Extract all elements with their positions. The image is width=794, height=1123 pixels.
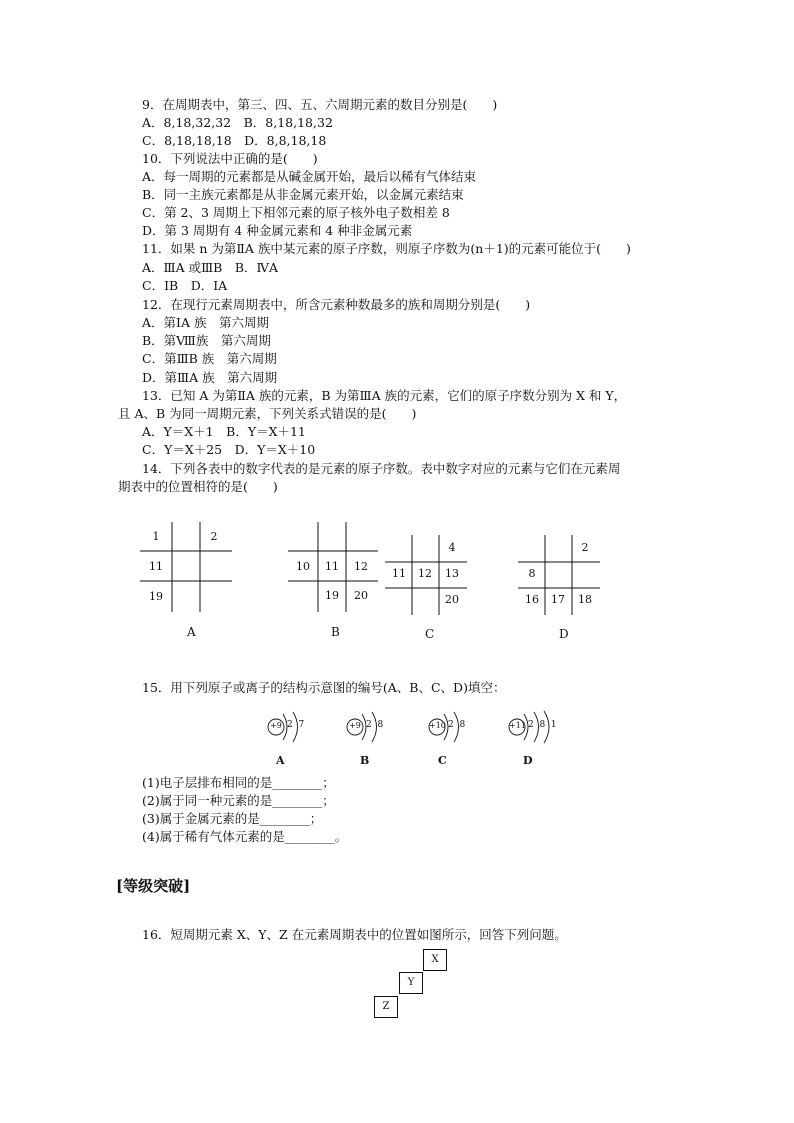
table-c-cell: 12 <box>418 567 432 580</box>
q13-stem-cont: 且 A、B 为同一周期元素，下列关系式错误的是( ) <box>118 406 417 421</box>
table-d <box>518 535 600 615</box>
atom-diagram-d <box>507 710 567 746</box>
atom-a-label: A <box>276 754 285 767</box>
q14-stem: 14．下列各表中的数字代表的是元素的原子序数。表中数字对应的元素与它们在元素周 <box>142 461 621 476</box>
table-c-cell: 4 <box>448 541 456 554</box>
q10-option-d: D．第 3 周期有 4 种金属元素和 4 种非金属元素 <box>142 223 413 238</box>
q12-option-a: A．第ⅠA 族 第六周期 <box>142 315 269 330</box>
table-b-cell: 19 <box>325 589 339 602</box>
q16-stem: 16．短周期元素 X、Y、Z 在元素周期表中的位置如图所示，回答下列问题。 <box>142 927 567 942</box>
q12-stem: 12．在现行元素周期表中，所含元素种数最多的族和周期分别是( ) <box>142 297 531 312</box>
table-a-cell: 19 <box>149 590 163 603</box>
q11-options-cd: C．ⅠB D．ⅠA <box>142 278 228 293</box>
q15-stem: 15．用下列原子或离子的结构示意图的编号(A、B、C、D)填空： <box>142 680 506 695</box>
nucleus-charge: +9 <box>270 721 282 730</box>
table-b-cell: 20 <box>354 589 368 602</box>
table-a-cell: 2 <box>210 530 218 543</box>
q13-options-ab: A．Y＝X＋1 B．Y＝X＋11 <box>142 424 306 439</box>
table-d-cell: 8 <box>528 567 536 580</box>
nucleus-charge: +10 <box>429 721 446 730</box>
q10-option-b: B．同一主族元素都是从非金属元素开始，以金属元素结束 <box>142 187 464 202</box>
table-b-cell: 11 <box>325 560 339 573</box>
atom-c-label: C <box>438 754 447 767</box>
q15-sub3: (3)属于金属元素的是________； <box>142 811 323 826</box>
table-c-cell: 20 <box>445 593 459 606</box>
atom-diagram-c <box>427 710 473 746</box>
table-c-cell: 13 <box>445 567 459 580</box>
atom-d-label: D <box>523 754 533 767</box>
q9-stem: 9．在周期表中，第三、四、五、六周期元素的数目分别是( ) <box>142 97 498 112</box>
table-a-label: A <box>187 625 196 639</box>
atom-diagram-a <box>266 710 312 746</box>
element-box-y: Y <box>399 972 423 994</box>
q13-stem: 13．已知 A 为第ⅡA 族的元素，B 为第ⅢA 族的元素，它们的原子序数分别为 X 和 Y， <box>142 388 627 403</box>
table-c-cell: 11 <box>392 567 406 580</box>
table-d-cell: 2 <box>581 541 589 554</box>
q10-option-c: C．第 2、3 周期上下相邻元素的原子核外电子数相差 8 <box>142 205 450 220</box>
shell-electrons: 2 7 <box>287 720 305 730</box>
q12-option-d: D．第ⅢA 族 第六周期 <box>142 370 278 385</box>
q13-options-cd: C．Y＝X＋25 D．Y＝X＋10 <box>142 442 316 457</box>
q11-stem: 11．如果 n 为第ⅡA 族中某元素的原子序数，则原子序数为(n＋1)的元素可能位于( ) <box>142 241 631 256</box>
q9-options-cd: C．8,18,18,18 D．8,8,18,18 <box>142 133 327 148</box>
table-b-cell: 12 <box>354 560 368 573</box>
table-c <box>385 535 467 615</box>
nucleus-charge: +11 <box>509 721 526 730</box>
q11-options-ab: A．ⅢA 或ⅢB B．ⅣA <box>142 260 279 275</box>
element-box-z: Z <box>374 996 398 1018</box>
q10-stem: 10．下列说法中正确的是( ) <box>142 151 318 166</box>
shell-electrons: 2 8 <box>366 720 384 730</box>
table-a-cell: 1 <box>152 530 160 543</box>
nucleus-charge: +9 <box>349 721 361 730</box>
table-d-cell: 17 <box>551 593 565 606</box>
table-a <box>140 522 232 612</box>
table-b <box>288 522 378 612</box>
q14-stem-cont: 期表中的位置相符的是( ) <box>118 479 278 494</box>
table-b-cell: 10 <box>296 560 310 573</box>
q15-sub4: (4)属于稀有气体元素的是________。 <box>142 829 348 844</box>
shell-electrons: 2 8 1 <box>528 720 557 730</box>
q12-option-c: C．第ⅢB 族 第六周期 <box>142 351 277 366</box>
element-box-x: X <box>423 949 447 971</box>
q12-option-b: B．第Ⅷ族 第六周期 <box>142 333 271 348</box>
table-d-cell: 16 <box>525 593 539 606</box>
section-heading: [等级突破] <box>116 877 191 895</box>
table-d-cell: 18 <box>578 593 592 606</box>
q10-option-a: A．每一周期的元素都是从碱金属开始，最后以稀有气体结束 <box>142 169 477 184</box>
table-d-label: D <box>559 627 569 641</box>
q15-sub2: (2)属于同一种元素的是________； <box>142 793 335 808</box>
table-a-cell: 11 <box>149 560 163 573</box>
table-b-label: B <box>331 625 340 639</box>
shell-electrons: 2 8 <box>448 720 466 730</box>
atom-b-label: B <box>360 754 370 767</box>
q9-options-ab: A．8,18,32,32 B．8,18,18,32 <box>142 115 333 130</box>
atom-diagram-b <box>345 710 391 746</box>
q15-sub1: (1)电子层排布相同的是________； <box>142 775 335 790</box>
table-c-label: C <box>425 627 435 641</box>
